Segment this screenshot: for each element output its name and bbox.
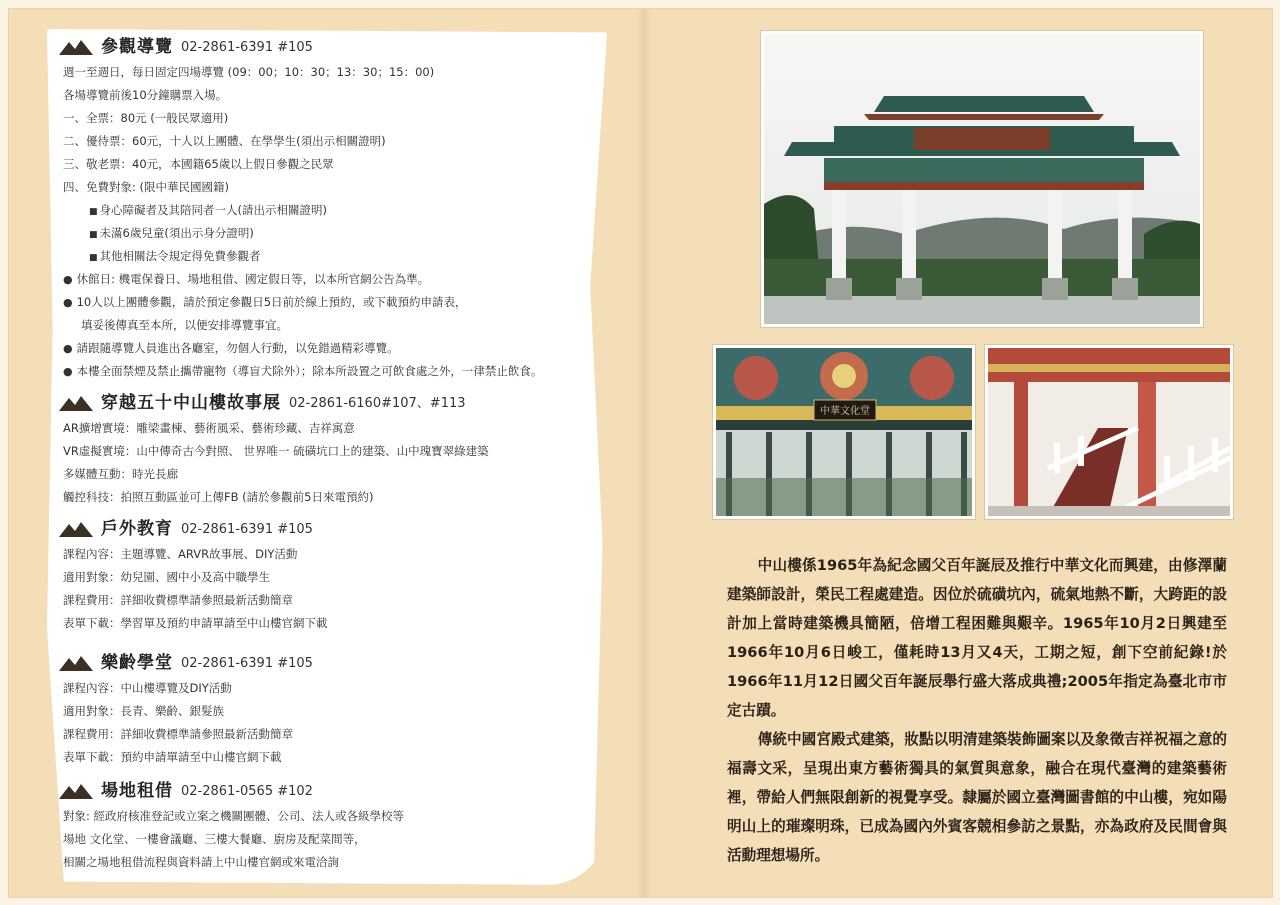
history-description: [727, 551, 1227, 870]
info-line: ■ 身心障礙者及其陪同者一人(請出示相關證明): [59, 199, 619, 222]
info-line: 對象: 經政府核准登記或立案之機關團體、公司、法人或各級學校等: [63, 809, 405, 823]
info-line: 場地 文化堂、一樓會議廳、三樓大餐廳、廚房及配菜間等，: [63, 832, 366, 846]
ceiling-plaque-text: 中華文化堂: [820, 406, 870, 417]
info-line: 適用對象：長青、樂齡、銀髮族: [63, 704, 224, 718]
info-line: 表單下載：預約申請單請至中山樓官網下載: [63, 750, 282, 764]
info-line: 課程費用：詳細收費標準請參照最新活動簡章: [63, 593, 293, 607]
info-line: 二、優待票：60元，十人以上團體、在學學生(須出示相關證明): [63, 134, 386, 148]
section-title: 穿越五十中山樓故事展: [101, 392, 281, 413]
mountain-icon: [59, 521, 93, 537]
info-line: 適用對象：幼兒園、國中小及高中職學生: [63, 570, 270, 584]
info-column: [59, 33, 619, 874]
archway-gate-image: [764, 34, 1200, 324]
info-line: ● 10人以上團體參觀，請於預定參觀日5日前於線上預約，或下載預約申請表，: [59, 291, 619, 314]
info-line: ■ 其他相關法令規定得免費參觀者: [59, 245, 619, 268]
info-line: VR虛擬實境：山中傳奇古今對照、 世界唯一 硫磺坑口上的建築、山中瑰寶翠綠建築: [63, 444, 489, 458]
mountain-icon: [59, 655, 93, 671]
info-line: 各場導覽前後10分鐘購票入場。: [63, 88, 228, 102]
section-phone: 02-2861-0565 #102: [181, 783, 313, 799]
info-line: AR擴增實境：雕梁畫棟、藝術風采、藝術珍藏、吉祥寓意: [63, 421, 355, 435]
section-phone: 02-2861-6391 #105: [181, 521, 313, 537]
ceiling-hall-image: [716, 348, 972, 516]
info-line: 週一至週日，每日固定四場導覽 (09：00；10：30；13：30；15：00): [63, 65, 435, 79]
center-fold: [637, 9, 651, 897]
section-header: [59, 777, 619, 805]
info-line: 課程費用：詳細收費標準請參照最新活動簡章: [63, 727, 293, 741]
mountain-icon: [59, 395, 93, 411]
info-line: 一、全票：80元 (一般民眾適用): [63, 111, 229, 125]
section-title: 樂齡學堂: [101, 652, 173, 673]
info-line: 觸控科技：拍照互動區並可上傳FB (請於參觀前5日來電預約): [63, 490, 374, 504]
info-line: 四、免費對象: (限中華民國國籍): [63, 180, 230, 194]
history-paragraph-2: 傳統中國宮殿式建築，妝點以明清建築裝飾圖案以及象徵吉祥祝福之意的福壽文采，呈現出東方藝術獨具的氣質與意象，融合在現代臺灣的建築藝術裡，帶給人們無限創新的視覺享受。隸屬於國立臺灣圖書館的中山樓，宛如陽明山上的璀璨明珠，已成為國內外賓客競相參訪之景點，亦為政府及民間會與活動理想場所。: [727, 731, 1227, 864]
info-line: 表單下載：學習單及預約申請單請至中山樓官網下載: [63, 616, 328, 630]
brochure-page: [8, 8, 1273, 898]
info-line: ● 本樓全面禁煙及禁止攜帶寵物（導盲犬除外）；除本所設置之可飲食處之外，一律禁止飲食。: [59, 360, 619, 383]
section-header: [59, 33, 619, 61]
mountain-icon: [59, 39, 93, 55]
section-header: [59, 389, 619, 417]
info-line: ● 請跟隨導覽人員進出各廳室，勿個人行動，以免錯過精彩導覽。: [59, 337, 619, 360]
mountain-icon: [59, 783, 93, 799]
photo-staircase: [985, 345, 1233, 519]
info-line: 課程內容：主題導覽、ARVR故事展、DIY活動: [63, 547, 298, 561]
photo-archway: [761, 31, 1203, 327]
info-line: 相關之場地租借流程與資料請上中山樓官網或來電洽詢: [63, 855, 339, 869]
section-phone: 02-2861-6391 #105: [181, 655, 313, 671]
section-header: [59, 515, 619, 543]
section-phone: 02-2861-6160#107、#113: [289, 395, 466, 411]
info-line: 三、敬老票：40元，本國籍65歲以上假日參觀之民眾: [63, 157, 334, 171]
section-title: 參觀導覽: [101, 36, 173, 57]
info-line: 填妥後傳真至本所，以便安排導覽事宜。: [81, 318, 288, 332]
info-line: ■ 未滿6歲兒童(須出示身分證明): [59, 222, 619, 245]
info-line: 多媒體互動：時光長廊: [63, 467, 178, 481]
photo-ceiling-hall: [713, 345, 975, 519]
staircase-image: [988, 348, 1230, 516]
info-line: ● 休館日: 機電保養日、場地租借、國定假日等，以本所官網公告為準。: [59, 268, 619, 291]
history-paragraph-1: 中山樓係1965年為紀念國父百年誕辰及推行中華文化而興建，由修澤蘭建築師設計，榮民工程處建造。因位於硫磺坑內，硫氣地熱不斷，大跨距的設計加上當時建築機具簡陋，倍增工程困難與艱辛。1965年10月2日興建至1966年10月6日峻工，僅耗時13月又4天，工期之短，創下空前紀錄!於1966年11月12日國父百年誕辰舉行盛大落成典禮;2005年指定為臺北市市定古蹟。: [727, 557, 1227, 719]
section-title: 場地租借: [101, 780, 173, 801]
section-title: 戶外教育: [101, 518, 173, 539]
section-phone: 02-2861-6391 #105: [181, 39, 313, 55]
info-line: 課程內容：中山樓導覽及DIY活動: [63, 681, 232, 695]
section-header: [59, 649, 619, 677]
